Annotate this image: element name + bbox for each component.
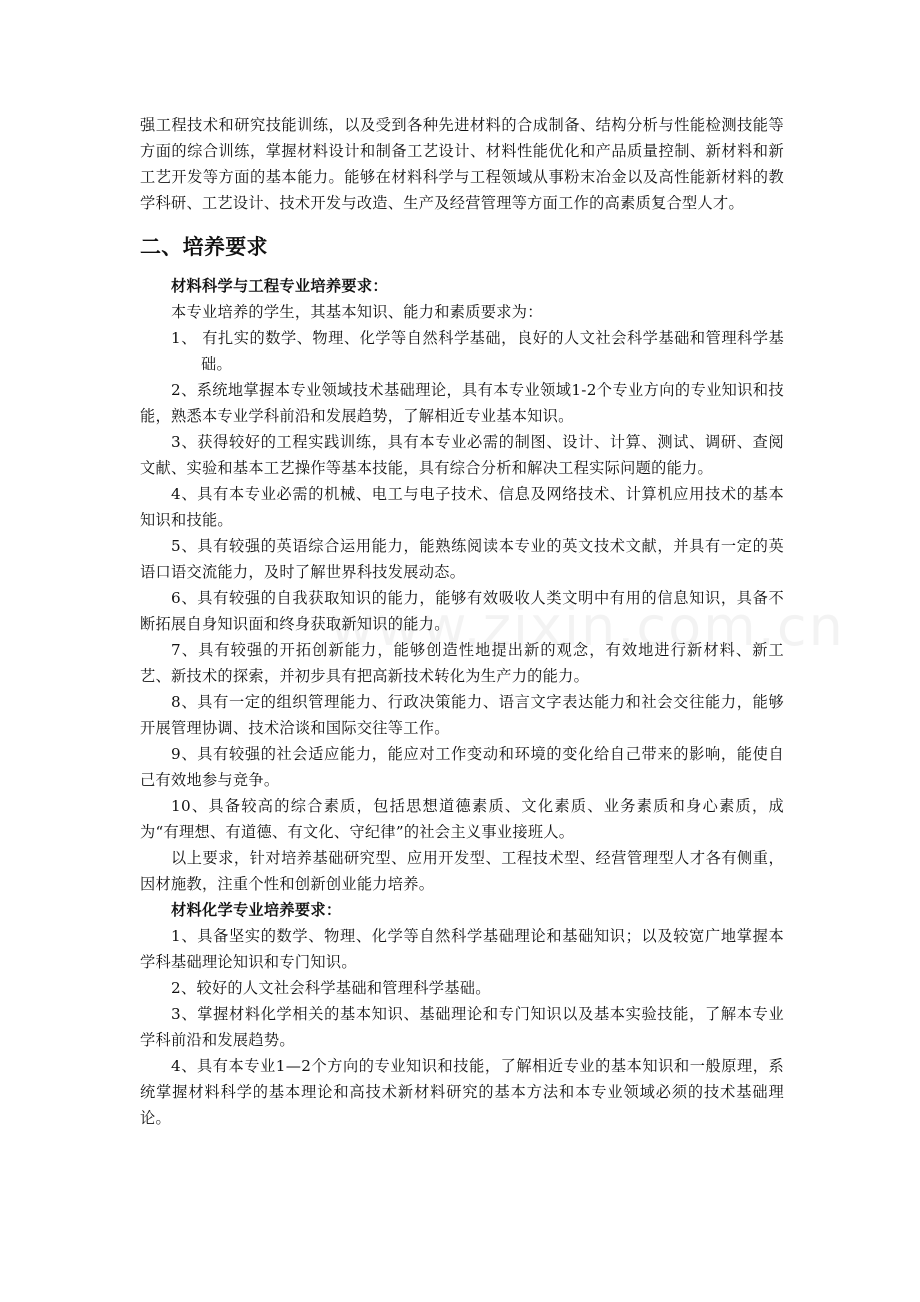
mse-requirement-item: 6、具有较强的自我获取知识的能力，能够有效吸收人类文明中有用的信息知识，具备不断拓展自身知识面和终身获取新知识的能力。 xyxy=(140,589,784,633)
mse-requirement-item: 4、具有本专业必需的机械、电工与电子技术、信息及网络技术、计算机应用技术的基本知识和技能。 xyxy=(140,485,784,529)
intro-paragraph: 强工程技术和研究技能训练，以及受到各种先进材料的合成制备、结构分析与性能检测技能等方面的综合训练，掌握材料设计和制备工艺设计、材料性能优化和产品质量控制、新材料和新工艺开发等方面的基本能力。能够在材料科学与工程领域从事粉末冶金以及高性能新材料的教学科研、工艺设计、技术开发与改造、生产及经营管理等方面工作的高素质复合型人才。 xyxy=(140,116,784,212)
document-body xyxy=(140,112,784,1131)
mse-requirement-item: 7、具有较强的开拓创新能力，能够创造性地提出新的观念，有效地进行新材料、新工艺、新技术的探索，并初步具有把高新技术转化为生产力的能力。 xyxy=(140,641,784,685)
mse-requirement-item: 2、系统地掌握本专业领域技术基础理论，具有本专业领域1-2个专业方向的专业知识和技能，熟悉本专业学科前沿和发展趋势，了解相近专业基本知识。 xyxy=(140,381,784,425)
chem-requirement-item: 1、具备坚实的数学、物理、化学等自然科学基础理论和基础知识；以及较宽广地掌握本学科基础理论知识和专门知识。 xyxy=(140,927,784,971)
chem-requirements-heading: 材料化学专业培养要求： xyxy=(171,901,342,919)
chem-requirement-item: 2、较好的人文社会科学基础和管理科学基础。 xyxy=(171,979,491,997)
mse-summary-paragraph: 以上要求，针对培养基础研究型、应用开发型、工程技术型、经营管理型人才各有侧重，因材施教，注重个性和创新创业能力培养。 xyxy=(140,849,784,893)
mse-requirement-item: 1、 有扎实的数学、物理、化学等自然科学基础，良好的人文社会科学基础和管理科学基础。 xyxy=(171,329,784,373)
chem-requirement-item: 3、掌握材料化学相关的基本知识、基础理论和专门知识以及基本实验技能，了解本专业学科前沿和发展趋势。 xyxy=(140,1005,784,1049)
mse-requirement-item: 9、具有较强的社会适应能力，能应对工作变动和环境的变化给自己带来的影响，能使自己有效地参与竞争。 xyxy=(140,745,784,789)
chem-requirement-item: 4、具有本专业1—2个方向的专业知识和技能，了解相近专业的基本知识和一般原理，系统掌握材料科学的基本理论和高技术新材料研究的基本方法和本专业领域必须的技术基础理论。 xyxy=(140,1057,784,1127)
mse-requirements-heading: 材料科学与工程专业培养要求： xyxy=(171,277,388,295)
mse-lead-paragraph: 本专业培养的学生，其基本知识、能力和素质要求为： xyxy=(171,303,543,321)
mse-requirement-item: 8、具有一定的组织管理能力、行政决策能力、语言文字表达能力和社会交往能力，能够开展管理协调、技术洽谈和国际交往等工作。 xyxy=(140,693,784,737)
mse-requirement-item: 10、具备较高的综合素质，包括思想道德素质、文化素质、业务素质和身心素质，成为“有理想、有道德、有文化、守纪律”的社会主义事业接班人。 xyxy=(140,797,784,841)
mse-requirement-item: 5、具有较强的英语综合运用能力，能熟练阅读本专业的英文技术文献，并具有一定的英语口语交流能力，及时了解世界科技发展动态。 xyxy=(140,537,784,581)
mse-requirement-item: 3、获得较好的工程实践训练，具有本专业必需的制图、设计、计算、测试、调研、查阅文献、实验和基本工艺操作等基本技能，具有综合分析和解决工程实际问题的能力。 xyxy=(140,433,784,477)
section-heading: 二、培养要求 xyxy=(140,235,268,259)
